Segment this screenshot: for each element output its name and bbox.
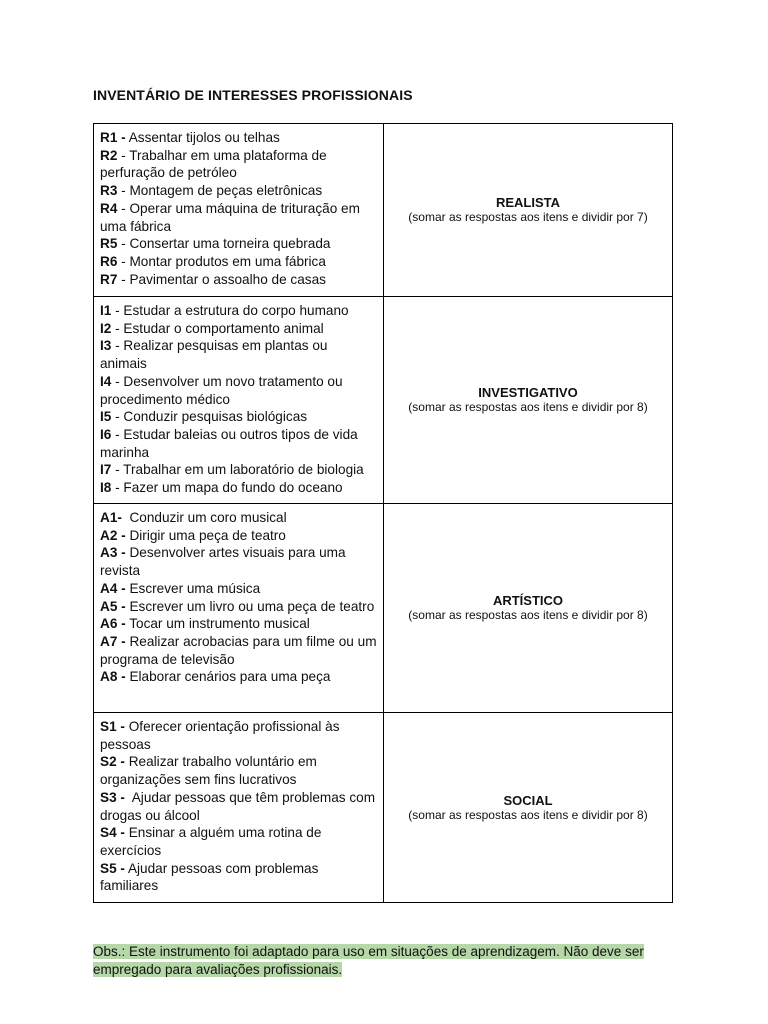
category-name: SOCIAL <box>503 792 553 808</box>
item-r2 <box>100 147 377 182</box>
category-row-investigativo <box>94 297 673 504</box>
category-name: ARTÍSTICO <box>492 593 564 608</box>
category-row-social <box>94 713 673 903</box>
item-r1 <box>100 129 377 147</box>
item-code: I3 <box>100 338 112 354</box>
items-cell-artistico <box>94 504 384 713</box>
items-cell-realista <box>94 124 384 297</box>
category-instruction: (somar as respostas aos itens e dividir por 8) <box>408 807 648 822</box>
item-code: R1 - <box>100 130 126 145</box>
category-instruction: (somar as respostas aos itens e dividir por 8) <box>408 400 648 414</box>
item-code: R7 <box>100 271 118 287</box>
item-s2 <box>100 753 377 788</box>
item-code: A5 - <box>100 598 126 614</box>
item-text: - Estudar o comportamento animal <box>111 320 324 336</box>
item-text: Realizar trabalho voluntário em organizações sem fins lucrativos <box>100 754 317 788</box>
item-text: Realizar acrobacias para um filme ou um programa de televisão <box>100 633 377 667</box>
items-cell-investigativo <box>94 297 384 504</box>
item-code: I6 <box>100 426 112 442</box>
item-code: A4 - <box>100 580 126 596</box>
interests-table <box>93 123 673 903</box>
category-cell-artistico <box>384 504 673 713</box>
item-code: A3 - <box>100 545 126 561</box>
item-a3 <box>100 544 377 579</box>
item-i4 <box>100 373 377 408</box>
category-instruction: (somar as respostas aos itens e dividir por 7) <box>408 210 648 224</box>
item-text: - Trabalhar em uma plataforma de perfuração de petróleo <box>100 147 327 181</box>
item-code: S1 - <box>100 719 125 734</box>
item-text: - Estudar a estrutura do corpo humano <box>111 303 349 318</box>
category-name: REALISTA <box>495 195 561 210</box>
item-r7 <box>100 271 377 289</box>
item-r6 <box>100 253 377 271</box>
item-text: Dirigir uma peça de teatro <box>125 527 286 543</box>
item-a2 <box>100 527 377 545</box>
item-text: - Estudar baleias ou outros tipos de vida marinha <box>100 426 358 460</box>
observation-note <box>93 943 678 979</box>
item-r4 <box>100 200 377 235</box>
item-code: I4 <box>100 373 112 389</box>
item-i1 <box>100 302 377 320</box>
item-r3 <box>100 182 377 200</box>
items-cell-social <box>94 713 384 903</box>
item-a7 <box>100 633 377 668</box>
item-s3 <box>100 789 377 824</box>
item-code: I8 <box>100 480 112 496</box>
item-code: S5 - <box>100 860 125 876</box>
item-text: Escrever um livro ou uma peça de teatro <box>125 598 375 614</box>
item-code: R5 <box>100 236 118 252</box>
item-code: R3 <box>100 183 118 199</box>
item-text: - Trabalhar em um laboratório de biologia <box>111 462 364 478</box>
item-a5 <box>100 598 377 616</box>
item-i5 <box>100 408 377 426</box>
category-instruction: (somar as respostas aos itens e dividir por 8) <box>408 608 648 622</box>
item-code: I1 <box>100 303 112 318</box>
item-code: S4 - <box>100 825 125 841</box>
item-code: A6 - <box>100 616 126 632</box>
item-s1 <box>100 718 377 753</box>
item-text: - Realizar pesquisas em plantas ou animais <box>100 338 328 372</box>
item-code: A8 - <box>100 669 126 685</box>
item-text: Ensinar a alguém uma rotina de exercícios <box>100 825 322 858</box>
item-text: - Montagem de peças eletrônicas <box>117 183 323 199</box>
item-text: Oferecer orientação profissional às pessoas <box>100 719 340 752</box>
category-name: INVESTIGATIVO <box>478 385 578 400</box>
item-text: - Desenvolver um novo tratamento ou procedimento médico <box>100 373 343 407</box>
item-text: - Montar produtos em uma fábrica <box>117 253 326 269</box>
category-cell-realista <box>384 124 673 297</box>
item-code: R2 <box>100 147 118 163</box>
item-a8 <box>100 668 377 686</box>
item-text: Assentar tijolos ou telhas <box>125 130 280 145</box>
item-code: A7 - <box>100 633 126 649</box>
item-text: - Conduzir pesquisas biológicas <box>111 409 308 425</box>
item-s5 <box>100 860 377 895</box>
item-code: S3 - <box>100 789 125 805</box>
item-i2 <box>100 320 377 338</box>
item-text: Conduzir um coro musical <box>121 510 287 525</box>
category-row-artistico <box>94 504 673 713</box>
item-text: Tocar um instrumento musical <box>125 616 310 632</box>
document-title: INVENTÁRIO DE INTERESSES PROFISSIONAIS <box>93 87 413 103</box>
item-i7 <box>100 461 377 479</box>
category-row-realista <box>94 124 673 297</box>
item-i3 <box>100 337 377 372</box>
item-s4 <box>100 824 377 859</box>
item-code: I2 <box>100 320 112 336</box>
item-text: - Fazer um mapa do fundo do oceano <box>111 480 343 496</box>
item-a4 <box>100 580 377 598</box>
item-code: I5 <box>100 409 112 425</box>
observation-note-text: Obs.: Este instrumento foi adaptado para uso em situações de aprendizagem. Não deve ser empregado para avaliações profissionais. <box>93 944 644 977</box>
item-text: - Consertar uma torneira quebrada <box>117 236 331 252</box>
item-text: Ajudar pessoas que têm problemas com drogas ou álcool <box>100 789 379 823</box>
item-i6 <box>100 426 377 461</box>
item-code: A1- <box>100 510 122 525</box>
item-code: R6 <box>100 253 118 269</box>
item-text: Escrever uma música <box>125 580 261 596</box>
category-cell-social <box>384 713 673 903</box>
item-text: - Operar uma máquina de trituração em uma fábrica <box>100 200 360 234</box>
item-code: S2 - <box>100 754 125 770</box>
item-text: Elaborar cenários para uma peça <box>125 669 331 685</box>
item-a1 <box>100 509 377 527</box>
item-text: Desenvolver artes visuais para uma revista <box>100 545 346 579</box>
item-code: A2 - <box>100 527 126 543</box>
category-cell-investigativo <box>384 297 673 504</box>
item-code: I7 <box>100 462 112 478</box>
item-text: Ajudar pessoas com problemas familiares <box>100 860 319 894</box>
item-r5 <box>100 235 377 253</box>
item-text: - Pavimentar o assoalho de casas <box>117 271 326 287</box>
item-code: R4 <box>100 200 118 216</box>
item-a6 <box>100 615 377 633</box>
item-i8 <box>100 479 377 497</box>
